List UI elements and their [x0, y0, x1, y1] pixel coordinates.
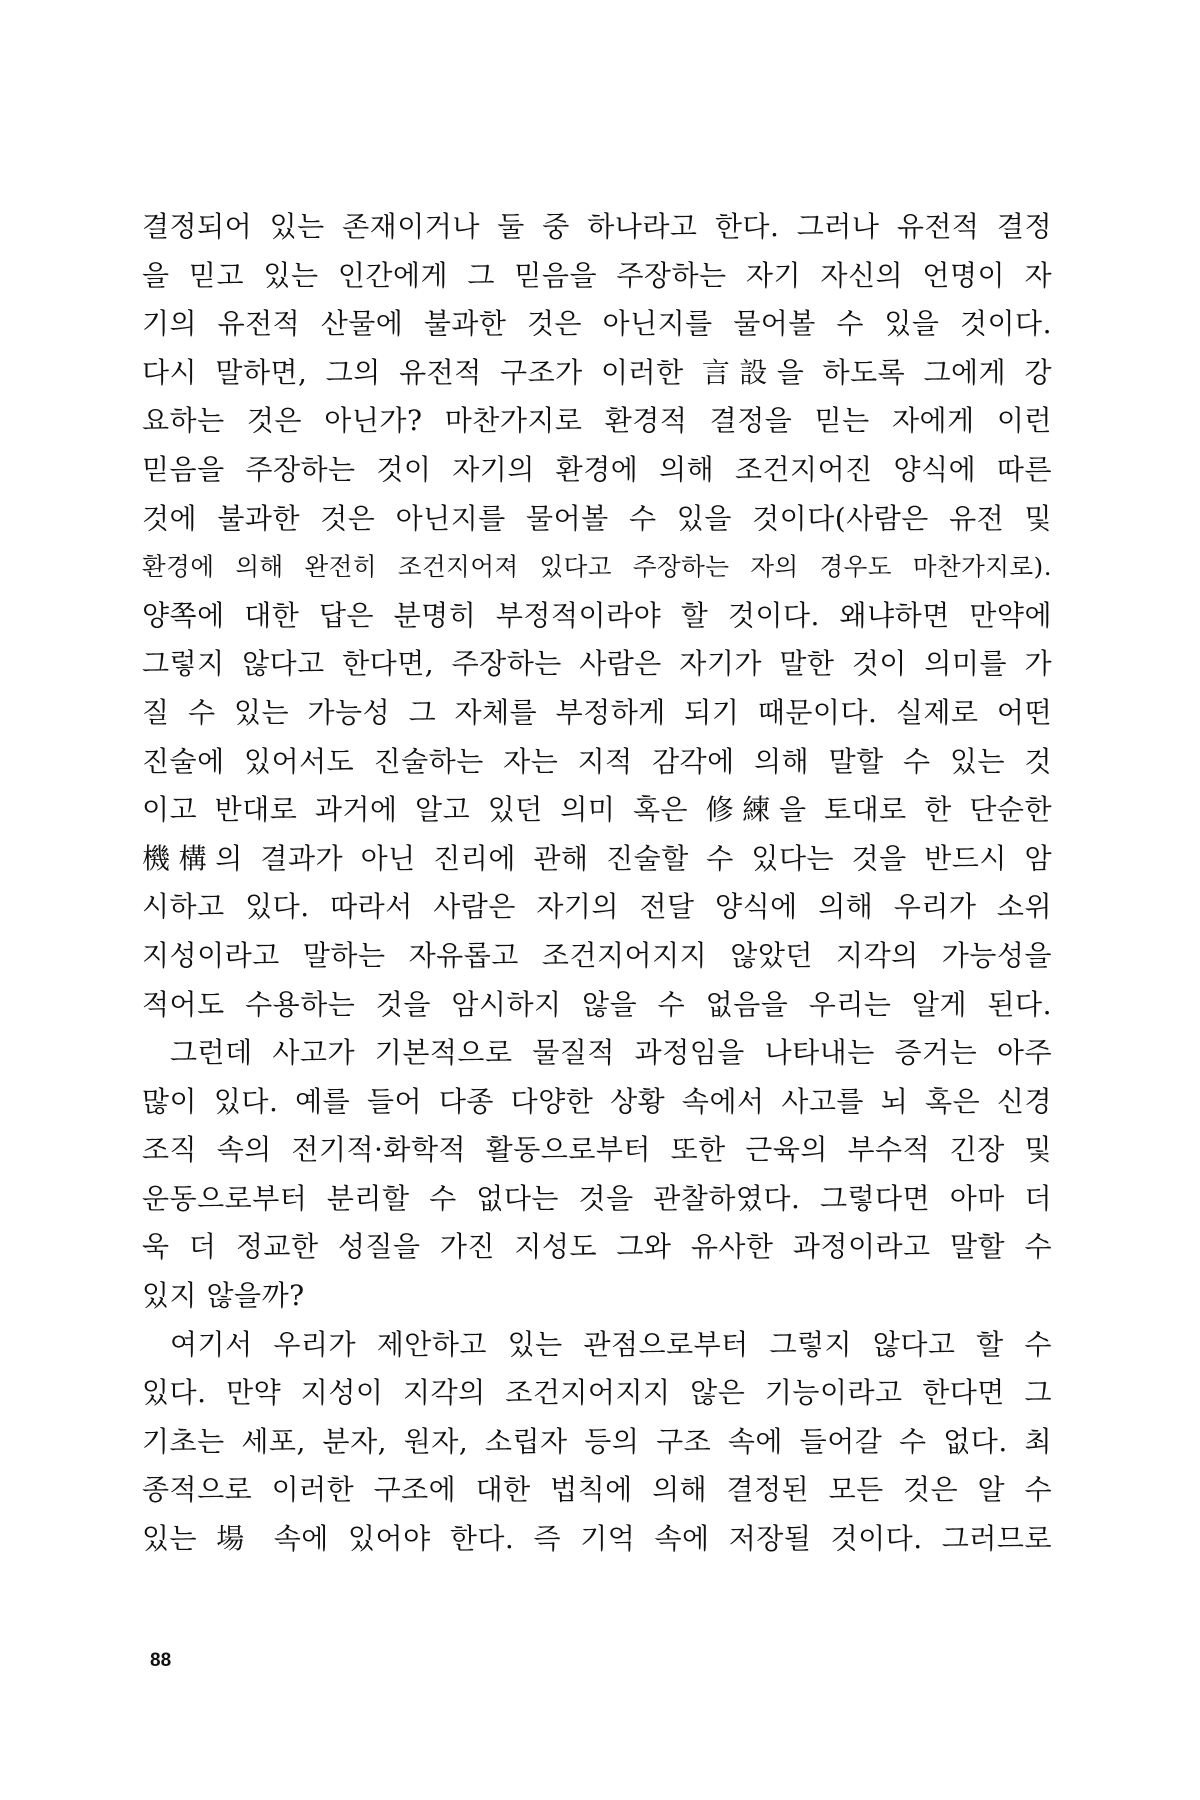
text-line: 있다. 만약 지성이 지각의 조건지어지지 않은 기능이라고 한다면 그	[142, 1376, 1052, 1410]
text-line: 종적으로 이러한 구조에 대한 법칙에 의해 결정된 모든 것은 알 수	[142, 1473, 1052, 1507]
text-line: 적어도 수용하는 것을 암시하지 않을 수 없음을 우리는 알게 된다.	[142, 987, 1052, 1021]
body-text	[142, 203, 1052, 1564]
text-line: 요하는 것은 아닌가? 마찬가지로 환경적 결정을 믿는 자에게 이런	[142, 404, 1052, 438]
text-line: 이고 반대로 과거에 알고 있던 의미 혹은 修練을 토대로 한 단순한	[142, 793, 1052, 827]
text-line: 진술에 있어서도 진술하는 자는 지적 감각에 의해 말할 수 있는 것	[142, 744, 1052, 778]
text-line: 질 수 있는 가능성 그 자체를 부정하게 되기 때문이다. 실제로 어떤	[142, 695, 1052, 729]
text-line: 있지 않을까?	[142, 1279, 305, 1313]
text-line: 것에 불과한 것은 아닌지를 물어볼 수 있을 것이다(사람은 유전 및	[142, 501, 1052, 535]
text-line: 다시 말하면, 그의 유전적 구조가 이러한 言設을 하도록 그에게 강	[142, 355, 1052, 389]
text-line: 믿음을 주장하는 것이 자기의 환경에 의해 조건지어진 양식에 따른	[142, 452, 1052, 486]
text-line: 운동으로부터 분리할 수 없다는 것을 관찰하였다. 그렇다면 아마 더	[142, 1181, 1052, 1215]
text-line: 을 믿고 있는 인간에게 그 믿음을 주장하는 자기 자신의 언명이 자	[142, 258, 1052, 292]
text-line: 환경에 의해 완전히 조건지어져 있다고 주장하는 자의 경우도 마찬가지로).	[142, 552, 1052, 582]
text-line: 시하고 있다. 따라서 사람은 자기의 전달 양식에 의해 우리가 소위	[142, 890, 1052, 924]
text-line: 그런데 사고가 기본적으로 물질적 과정임을 나타내는 증거는 아주	[170, 1036, 1052, 1070]
text-line: 조직 속의 전기적·화학적 활동으로부터 또한 근육의 부수적 긴장 및	[142, 1133, 1052, 1167]
text-line: 지성이라고 말하는 자유롭고 조건지어지지 않았던 지각의 가능성을	[142, 938, 1052, 972]
text-line: 많이 있다. 예를 들어 다종 다양한 상황 속에서 사고를 뇌 혹은 신경	[142, 1084, 1052, 1118]
text-line: 욱 더 정교한 성질을 가진 지성도 그와 유사한 과정이라고 말할 수	[142, 1230, 1052, 1264]
text-line: 機構의 결과가 아닌 진리에 관해 진술할 수 있다는 것을 반드시 암	[142, 841, 1052, 875]
page-number: 88	[150, 1650, 172, 1671]
text-line: 기초는 세포, 분자, 원자, 소립자 등의 구조 속에 들어갈 수 없다. 최	[142, 1424, 1052, 1458]
text-line: 양쪽에 대한 답은 분명히 부정적이라야 할 것이다. 왜냐하면 만약에	[142, 598, 1052, 632]
text-line: 결정되어 있는 존재이거나 둘 중 하나라고 한다. 그러나 유전적 결정	[142, 210, 1052, 243]
text-line: 기의 유전적 산물에 불과한 것은 아닌지를 물어볼 수 있을 것이다.	[142, 307, 1052, 341]
text-line: 있는 場 속에 있어야 한다. 즉 기억 속에 저장될 것이다. 그러므로	[142, 1522, 1052, 1556]
text-line: 그렇지 않다고 한다면, 주장하는 사람은 자기가 말한 것이 의미를 가	[142, 647, 1052, 681]
text-line: 여기서 우리가 제안하고 있는 관점으로부터 그렇지 않다고 할 수	[170, 1327, 1052, 1361]
